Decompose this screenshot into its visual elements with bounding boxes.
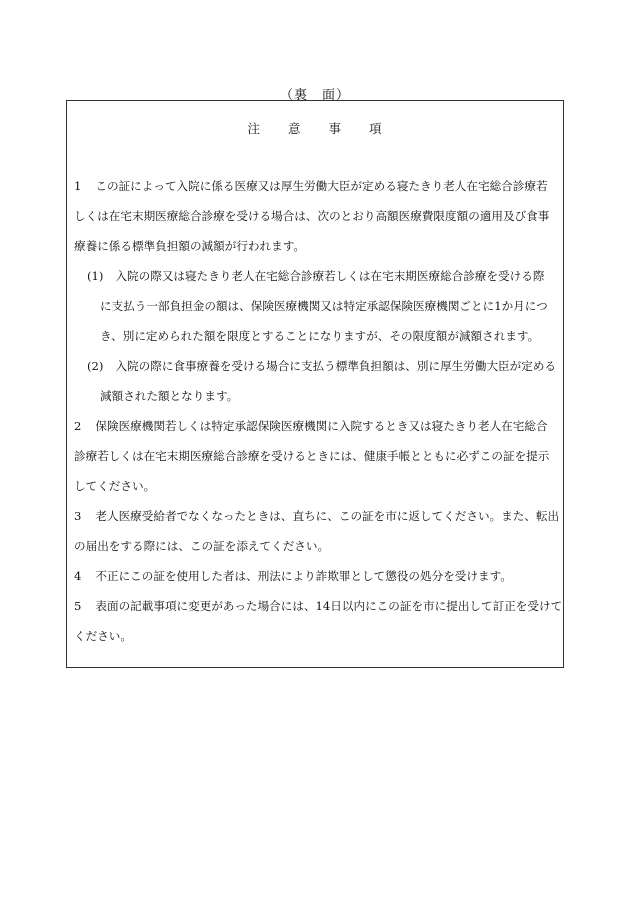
subitem-2-number: (2) — [87, 359, 104, 373]
item-2-line-1 — [74, 419, 548, 433]
item-3-number: 3 — [74, 509, 82, 523]
subitem-1-text-line-2: に支払う一部負担金の額は、保険医療機関又は特定承認保険医療機関ごとに1か月につ — [100, 299, 548, 313]
subitem-1-number: (1) — [87, 269, 104, 283]
item-1-line-1 — [74, 179, 548, 193]
item-3-text-line-2: の届出をする際には、この証を添えてください。 — [74, 539, 330, 553]
item-2-text-line-3: してください。 — [74, 479, 156, 493]
subitem-2-line-1 — [87, 359, 556, 373]
subitem-1-text-line-1: 入院の際又は寝たきり老人在宅総合診療若しくは在宅末期医療総合診療を受ける際 — [115, 269, 545, 283]
item-1-number: 1 — [74, 179, 82, 193]
item-5-text-line-1: 表面の記載事項に変更があった場合には、14日以内にこの証を市に提出して訂正を受けて — [95, 599, 563, 613]
item-2-number: 2 — [74, 419, 82, 433]
subitem-1-line-1 — [87, 269, 544, 283]
item-5-text-line-2: ください。 — [74, 629, 132, 643]
subitem-1-text-line-3: き、別に定められた額を限度とすることになりますが、その限度額が減額されます。 — [100, 329, 540, 343]
item-4-text-line-1: 不正にこの証を使用した者は、刑法により詐欺罪として懲役の処分を受けます。 — [95, 569, 512, 583]
item-5-line-1 — [74, 599, 562, 613]
item-4-line-1 — [74, 569, 512, 583]
item-3-line-1 — [74, 509, 559, 523]
subitem-2-text-line-2: 減額された額となります。 — [100, 389, 239, 403]
item-4-number: 4 — [74, 569, 82, 583]
page-side-label: （裏 面） — [279, 88, 350, 103]
notice-box — [66, 100, 564, 668]
item-2-text-line-2: 診療若しくは在宅末期医療総合診療を受けるときには、健康手帳とともに必ずこの証を提示 — [74, 449, 550, 463]
item-2-text-line-1: 保険医療機関若しくは特定承認保険医療機関に入院するとき又は寝たきり老人在宅総合 — [95, 419, 548, 433]
notice-title: 注 意 事 項 — [247, 121, 383, 136]
item-5-number: 5 — [74, 599, 82, 613]
item-3-text-line-1: 老人医療受給者でなくなったときは、直ちに、この証を市に返してください。また、転出 — [95, 509, 560, 523]
item-1-text-line-1: この証によって入院に係る医療又は厚生労働大臣が定める寝たきり老人在宅総合診療若 — [95, 179, 548, 193]
item-1-text-line-3: 療養に係る標準負担額の減額が行われます。 — [74, 239, 305, 253]
item-1-text-line-2: しくは在宅末期医療総合診療を受ける場合は、次のとおり高額医療費限度額の適用及び食事 — [74, 209, 550, 223]
subitem-2-text-line-1: 入院の際に食事療養を受ける場合に支払う標準負担額は、別に厚生労働大臣が定める — [115, 359, 557, 373]
